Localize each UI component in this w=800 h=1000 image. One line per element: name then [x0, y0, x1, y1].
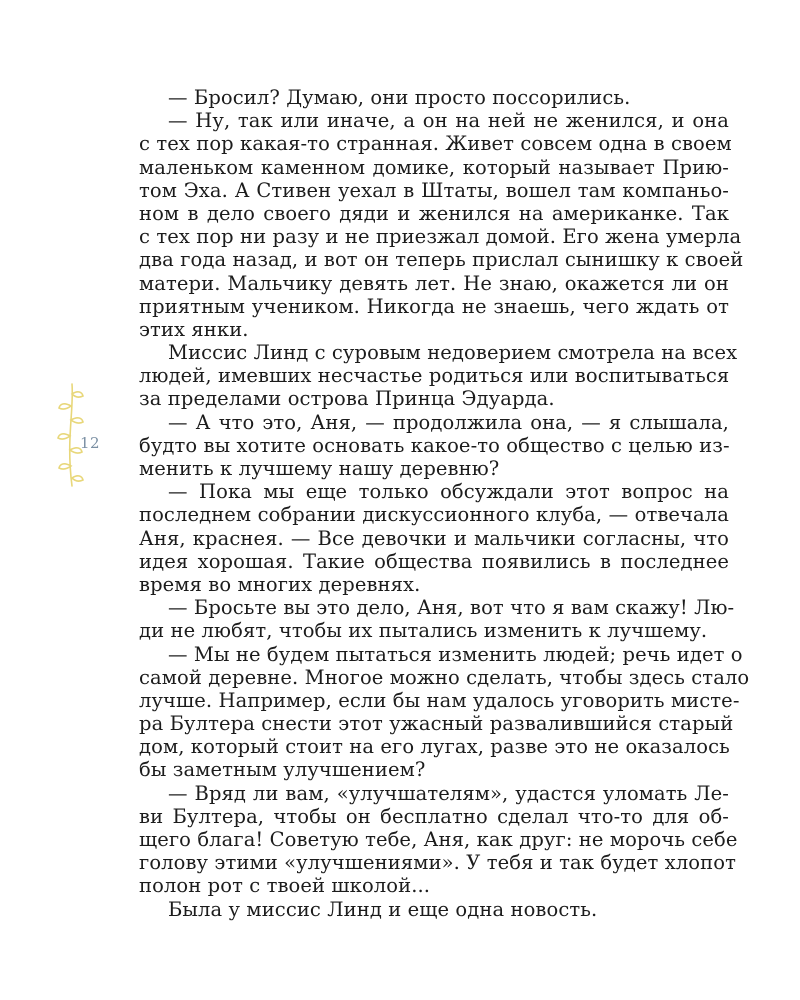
text-line: Миссис Линд с суровым недоверием смотрела на всех [168, 341, 738, 365]
text-line: полон рот с твоей школой... [139, 874, 431, 898]
text-line: ра Бултера снести этот ужасный развалившийся старый [139, 712, 734, 736]
text-line: — Ну, так или иначе, а он на ней не женился, и она [168, 109, 729, 133]
text-line: — Бросьте вы это дело, Аня, вот что я вам скажу! Лю- [168, 596, 735, 620]
text-line: идея хорошая. Такие общества появились в последнее [139, 549, 729, 573]
text-line: последнем собрании дискуссионного клуба, — отвечала [139, 503, 729, 527]
text-line: с тех пор ни разу и не приезжал домой. Его жена умерла [139, 225, 742, 249]
text-line: людей, имевших несчастье родиться или воспитываться [139, 364, 730, 388]
text-line: будто вы хотите основать какое-то общество с целью из- [139, 433, 730, 457]
text-line: за пределами острова Принца Эдуарда. [139, 387, 555, 411]
text-line: дом, который стоит на его лугах, разве это не оказалось [139, 735, 730, 759]
text-line: этих янки. [139, 317, 249, 341]
text-line: с тех пор какая-то странная. Живет совсем одна в своем [139, 132, 732, 156]
text-line: — А что это, Аня, — продолжила она, — я слышала, [168, 410, 729, 434]
page-number: 12 [80, 434, 101, 452]
text-line: щего блага! Советую тебе, Аня, как друг: не морочь себе [139, 828, 738, 851]
text-line: два года назад, и вот он теперь прислал сынишку к своей [139, 248, 744, 272]
text-line: время во многих деревнях. [139, 572, 421, 596]
text-line: лучше. Например, если бы нам удалось уговорить мисте- [139, 688, 740, 712]
text-line: самой деревне. Многое можно сделать, чтобы здесь стало [139, 665, 750, 689]
text-line: — Бросил? Думаю, они просто поссорились. [168, 86, 631, 109]
body-text [139, 86, 750, 921]
text-line: — Пока мы еще только обсуждали этот вопрос на [168, 480, 729, 504]
text-line: ви Бултера, чтобы он бесплатно сделал что-то для об- [139, 804, 729, 828]
text-line: голову этими «улучшениями». У тебя и так будет хлопот [139, 851, 736, 875]
text-line: ном в дело своего дяди и женился на американке. Так [139, 201, 729, 225]
text-line: бы заметным улучшением? [139, 758, 426, 782]
text-line: Была у миссис Линд и еще одна новость. [168, 897, 598, 921]
text-line: маленьком каменном домике, который называет Прию- [139, 155, 729, 179]
text-line: менить к лучшему нашу деревню? [139, 457, 500, 480]
text-line: приятным учеником. Никогда не знаешь, чего ждать от [139, 294, 729, 318]
text-line: том Эха. А Стивен уехал в Штаты, вошел там компаньо- [139, 178, 729, 202]
text-line: ди не любят, чтобы их пытались изменить к лучшему. [139, 619, 708, 643]
text-line: матери. Мальчику девять лет. Не знаю, окажется ли он [139, 271, 729, 295]
text-line: Аня, краснея. — Все девочки и мальчики согласны, что [139, 526, 729, 550]
text-line: — Мы не будем пытаться изменить людей; речь идет о [168, 642, 743, 666]
text-line: — Вряд ли вам, «улучшателям», удастся уломать Ле- [168, 781, 729, 805]
